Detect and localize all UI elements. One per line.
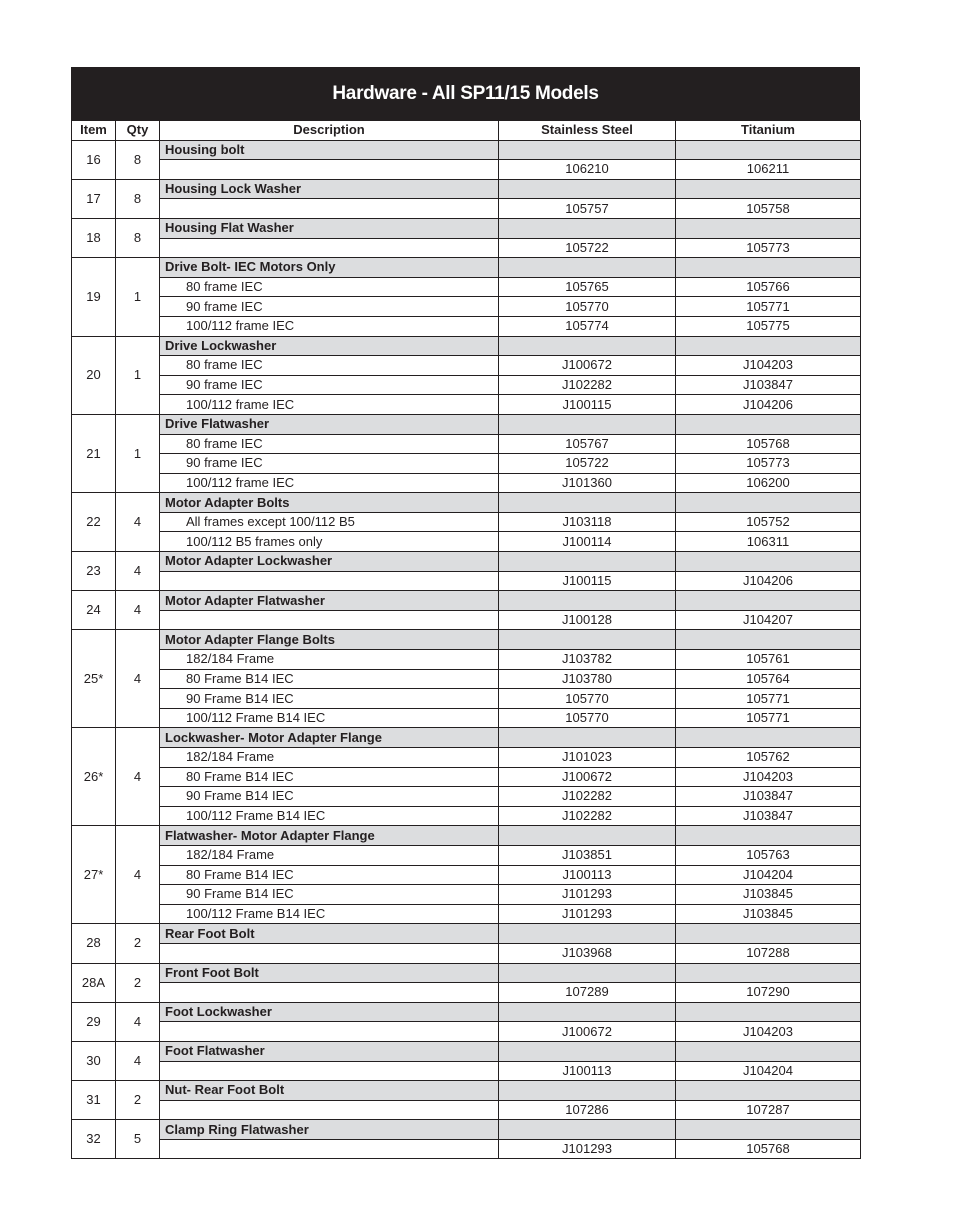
- header-stainless-steel: Stainless Steel: [499, 121, 676, 141]
- item-number: 29: [72, 1002, 116, 1041]
- part-description: 90 Frame B14 IEC: [160, 689, 499, 709]
- table-row: [72, 395, 861, 415]
- group-name: Front Foot Bolt: [160, 963, 499, 983]
- part-description: 100/112 frame IEC: [160, 316, 499, 336]
- table-row: [72, 512, 861, 532]
- item-qty: 8: [116, 218, 160, 257]
- item-number: 25*: [72, 630, 116, 728]
- item-number: 23: [72, 552, 116, 591]
- stainless-steel-part-number: 105770: [499, 689, 676, 709]
- item-qty: 4: [116, 630, 160, 728]
- item-number: 32: [72, 1120, 116, 1159]
- group-blank-cell: [499, 630, 676, 650]
- group-blank-cell: [499, 826, 676, 846]
- titanium-part-number: J104203: [676, 356, 861, 376]
- group-blank-cell: [676, 963, 861, 983]
- group-name: Motor Adapter Lockwasher: [160, 552, 499, 572]
- part-description: 100/112 Frame B14 IEC: [160, 806, 499, 826]
- stainless-steel-part-number: J103782: [499, 650, 676, 670]
- group-header-row: [72, 493, 861, 513]
- titanium-part-number: J104203: [676, 1022, 861, 1042]
- stainless-steel-part-number: J101293: [499, 904, 676, 924]
- group-blank-cell: [676, 179, 861, 199]
- part-description: [160, 199, 499, 219]
- stainless-steel-part-number: J102282: [499, 806, 676, 826]
- group-blank-cell: [676, 924, 861, 944]
- titanium-part-number: 105771: [676, 297, 861, 317]
- group-blank-cell: [499, 591, 676, 611]
- table-header-row: [72, 121, 861, 141]
- group-header-row: [72, 826, 861, 846]
- group-blank-cell: [676, 1120, 861, 1140]
- stainless-steel-part-number: J100115: [499, 571, 676, 591]
- titanium-part-number: J103847: [676, 375, 861, 395]
- group-blank-cell: [499, 140, 676, 160]
- table-row: [72, 375, 861, 395]
- table-row: [72, 473, 861, 493]
- part-description: 182/184 Frame: [160, 748, 499, 768]
- item-number: 28A: [72, 963, 116, 1002]
- group-name: Motor Adapter Flange Bolts: [160, 630, 499, 650]
- part-description: [160, 238, 499, 258]
- table-row: [72, 806, 861, 826]
- item-number: 31: [72, 1081, 116, 1120]
- part-description: [160, 1022, 499, 1042]
- group-header-row: [72, 552, 861, 572]
- item-qty: 5: [116, 1120, 160, 1159]
- table-row: [72, 787, 861, 807]
- group-header-row: [72, 963, 861, 983]
- titanium-part-number: 105763: [676, 845, 861, 865]
- header-description: Description: [160, 121, 499, 141]
- part-description: [160, 1100, 499, 1120]
- group-blank-cell: [676, 1081, 861, 1101]
- part-description: 80 Frame B14 IEC: [160, 669, 499, 689]
- group-header-row: [72, 140, 861, 160]
- stainless-steel-part-number: J100115: [499, 395, 676, 415]
- stainless-steel-part-number: J101023: [499, 748, 676, 768]
- titanium-part-number: J104203: [676, 767, 861, 787]
- part-description: 100/112 Frame B14 IEC: [160, 904, 499, 924]
- part-description: 100/112 frame IEC: [160, 395, 499, 415]
- group-name: Drive Lockwasher: [160, 336, 499, 356]
- group-blank-cell: [499, 1002, 676, 1022]
- titanium-part-number: J104207: [676, 610, 861, 630]
- group-blank-cell: [499, 493, 676, 513]
- group-blank-cell: [499, 1081, 676, 1101]
- group-blank-cell: [676, 728, 861, 748]
- table-row: [72, 610, 861, 630]
- item-number: 26*: [72, 728, 116, 826]
- stainless-steel-part-number: J100128: [499, 610, 676, 630]
- stainless-steel-part-number: J101293: [499, 885, 676, 905]
- part-description: 80 frame IEC: [160, 434, 499, 454]
- item-number: 19: [72, 258, 116, 336]
- table-row: [72, 1061, 861, 1081]
- part-description: [160, 1061, 499, 1081]
- titanium-part-number: 107288: [676, 943, 861, 963]
- stainless-steel-part-number: J100672: [499, 1022, 676, 1042]
- table-row: [72, 689, 861, 709]
- group-blank-cell: [499, 218, 676, 238]
- table-row: [72, 238, 861, 258]
- titanium-part-number: 105775: [676, 316, 861, 336]
- part-description: 90 frame IEC: [160, 454, 499, 474]
- titanium-part-number: 107290: [676, 983, 861, 1003]
- part-description: 80 frame IEC: [160, 277, 499, 297]
- titanium-part-number: 105771: [676, 708, 861, 728]
- item-number: 20: [72, 336, 116, 414]
- titanium-part-number: 105762: [676, 748, 861, 768]
- item-qty: 8: [116, 140, 160, 179]
- table-row: [72, 885, 861, 905]
- group-blank-cell: [499, 336, 676, 356]
- table-row: [72, 865, 861, 885]
- table-row: [72, 1022, 861, 1042]
- table-row: [72, 199, 861, 219]
- table-row: [72, 277, 861, 297]
- part-description: 90 Frame B14 IEC: [160, 885, 499, 905]
- group-header-row: [72, 1002, 861, 1022]
- group-name: Housing bolt: [160, 140, 499, 160]
- stainless-steel-part-number: J102282: [499, 375, 676, 395]
- stainless-steel-part-number: J103780: [499, 669, 676, 689]
- titanium-part-number: 105768: [676, 434, 861, 454]
- group-header-row: [72, 591, 861, 611]
- group-blank-cell: [676, 258, 861, 278]
- table-row: [72, 904, 861, 924]
- part-description: 100/112 frame IEC: [160, 473, 499, 493]
- item-qty: 2: [116, 1081, 160, 1120]
- group-blank-cell: [676, 1041, 861, 1061]
- stainless-steel-part-number: 107286: [499, 1100, 676, 1120]
- item-qty: 1: [116, 336, 160, 414]
- group-header-row: [72, 336, 861, 356]
- table-row: [72, 983, 861, 1003]
- titanium-part-number: 105773: [676, 238, 861, 258]
- group-header-row: [72, 258, 861, 278]
- titanium-part-number: 106211: [676, 160, 861, 180]
- header-qty: Qty: [116, 121, 160, 141]
- item-qty: 2: [116, 963, 160, 1002]
- table-row: [72, 708, 861, 728]
- table-row: [72, 1100, 861, 1120]
- part-description: [160, 610, 499, 630]
- titanium-part-number: J104204: [676, 1061, 861, 1081]
- stainless-steel-part-number: 105774: [499, 316, 676, 336]
- item-number: 16: [72, 140, 116, 179]
- group-name: Drive Bolt- IEC Motors Only: [160, 258, 499, 278]
- table-row: [72, 160, 861, 180]
- table-row: [72, 650, 861, 670]
- titanium-part-number: J103847: [676, 787, 861, 807]
- part-description: [160, 1139, 499, 1159]
- titanium-part-number: 105771: [676, 689, 861, 709]
- table-row: [72, 356, 861, 376]
- titanium-part-number: 105758: [676, 199, 861, 219]
- group-blank-cell: [676, 1002, 861, 1022]
- table-row: [72, 434, 861, 454]
- part-description: 90 frame IEC: [160, 375, 499, 395]
- header-item: Item: [72, 121, 116, 141]
- stainless-steel-part-number: J101360: [499, 473, 676, 493]
- group-header-row: [72, 414, 861, 434]
- part-description: 100/112 B5 frames only: [160, 532, 499, 552]
- header-titanium: Titanium: [676, 121, 861, 141]
- group-blank-cell: [676, 218, 861, 238]
- stainless-steel-part-number: J101293: [499, 1139, 676, 1159]
- stainless-steel-part-number: 105765: [499, 277, 676, 297]
- part-description: [160, 571, 499, 591]
- part-description: 100/112 Frame B14 IEC: [160, 708, 499, 728]
- part-description: 182/184 Frame: [160, 845, 499, 865]
- group-blank-cell: [676, 630, 861, 650]
- item-qty: 4: [116, 493, 160, 552]
- group-blank-cell: [499, 414, 676, 434]
- part-description: [160, 943, 499, 963]
- item-number: 28: [72, 924, 116, 963]
- item-number: 18: [72, 218, 116, 257]
- stainless-steel-part-number: 105770: [499, 297, 676, 317]
- titanium-part-number: 105764: [676, 669, 861, 689]
- stainless-steel-part-number: J100672: [499, 767, 676, 787]
- item-number: 22: [72, 493, 116, 552]
- stainless-steel-part-number: J103851: [499, 845, 676, 865]
- group-blank-cell: [676, 591, 861, 611]
- part-description: 182/184 Frame: [160, 650, 499, 670]
- group-blank-cell: [499, 728, 676, 748]
- stainless-steel-part-number: 105722: [499, 238, 676, 258]
- table-row: [72, 297, 861, 317]
- group-header-row: [72, 924, 861, 944]
- table-row: [72, 669, 861, 689]
- group-name: Housing Flat Washer: [160, 218, 499, 238]
- stainless-steel-part-number: J103968: [499, 943, 676, 963]
- titanium-part-number: J103845: [676, 885, 861, 905]
- group-blank-cell: [676, 336, 861, 356]
- group-header-row: [72, 630, 861, 650]
- table-row: [72, 532, 861, 552]
- group-blank-cell: [676, 493, 861, 513]
- hardware-table: [71, 120, 861, 1159]
- item-qty: 4: [116, 1002, 160, 1041]
- item-qty: 4: [116, 826, 160, 924]
- group-name: Nut- Rear Foot Bolt: [160, 1081, 499, 1101]
- group-name: Flatwasher- Motor Adapter Flange: [160, 826, 499, 846]
- table-row: [72, 454, 861, 474]
- item-qty: 2: [116, 924, 160, 963]
- group-blank-cell: [499, 552, 676, 572]
- item-number: 17: [72, 179, 116, 218]
- item-number: 21: [72, 414, 116, 492]
- stainless-steel-part-number: J100113: [499, 865, 676, 885]
- item-number: 24: [72, 591, 116, 630]
- part-description: [160, 983, 499, 1003]
- group-blank-cell: [499, 258, 676, 278]
- part-description: 90 Frame B14 IEC: [160, 787, 499, 807]
- titanium-part-number: J104204: [676, 865, 861, 885]
- group-name: Foot Lockwasher: [160, 1002, 499, 1022]
- table-row: [72, 845, 861, 865]
- item-number: 30: [72, 1041, 116, 1080]
- titanium-part-number: 105766: [676, 277, 861, 297]
- titanium-part-number: J104206: [676, 571, 861, 591]
- group-blank-cell: [499, 1120, 676, 1140]
- group-name: Drive Flatwasher: [160, 414, 499, 434]
- stainless-steel-part-number: 107289: [499, 983, 676, 1003]
- group-header-row: [72, 218, 861, 238]
- titanium-part-number: 107287: [676, 1100, 861, 1120]
- table-body: [72, 140, 861, 1159]
- stainless-steel-part-number: J100672: [499, 356, 676, 376]
- item-qty: 1: [116, 258, 160, 336]
- item-number: 27*: [72, 826, 116, 924]
- titanium-part-number: 105768: [676, 1139, 861, 1159]
- group-header-row: [72, 179, 861, 199]
- titanium-part-number: J103845: [676, 904, 861, 924]
- group-blank-cell: [499, 1041, 676, 1061]
- part-description: 90 frame IEC: [160, 297, 499, 317]
- group-name: Motor Adapter Flatwasher: [160, 591, 499, 611]
- titanium-part-number: 105761: [676, 650, 861, 670]
- stainless-steel-part-number: 105770: [499, 708, 676, 728]
- group-blank-cell: [676, 414, 861, 434]
- stainless-steel-part-number: J103118: [499, 512, 676, 532]
- hardware-sheet: [71, 67, 860, 1159]
- group-name: Lockwasher- Motor Adapter Flange: [160, 728, 499, 748]
- titanium-part-number: 106311: [676, 532, 861, 552]
- group-blank-cell: [676, 140, 861, 160]
- page-title: Hardware - All SP11/15 Models: [71, 67, 860, 120]
- titanium-part-number: J104206: [676, 395, 861, 415]
- item-qty: 4: [116, 552, 160, 591]
- part-description: 80 frame IEC: [160, 356, 499, 376]
- stainless-steel-part-number: J100114: [499, 532, 676, 552]
- group-blank-cell: [499, 179, 676, 199]
- titanium-part-number: 105752: [676, 512, 861, 532]
- titanium-part-number: J103847: [676, 806, 861, 826]
- group-header-row: [72, 1041, 861, 1061]
- stainless-steel-part-number: 105722: [499, 454, 676, 474]
- part-description: 80 Frame B14 IEC: [160, 767, 499, 787]
- table-row: [72, 316, 861, 336]
- group-header-row: [72, 728, 861, 748]
- table-row: [72, 1139, 861, 1159]
- table-row: [72, 767, 861, 787]
- group-header-row: [72, 1081, 861, 1101]
- group-name: Motor Adapter Bolts: [160, 493, 499, 513]
- item-qty: 4: [116, 1041, 160, 1080]
- group-blank-cell: [499, 924, 676, 944]
- titanium-part-number: 106200: [676, 473, 861, 493]
- item-qty: 8: [116, 179, 160, 218]
- item-qty: 4: [116, 591, 160, 630]
- group-name: Clamp Ring Flatwasher: [160, 1120, 499, 1140]
- group-header-row: [72, 1120, 861, 1140]
- group-name: Foot Flatwasher: [160, 1041, 499, 1061]
- table-row: [72, 748, 861, 768]
- part-description: All frames except 100/112 B5: [160, 512, 499, 532]
- stainless-steel-part-number: J100113: [499, 1061, 676, 1081]
- stainless-steel-part-number: J102282: [499, 787, 676, 807]
- table-row: [72, 571, 861, 591]
- stainless-steel-part-number: 105757: [499, 199, 676, 219]
- item-qty: 4: [116, 728, 160, 826]
- item-qty: 1: [116, 414, 160, 492]
- group-blank-cell: [676, 552, 861, 572]
- group-name: Housing Lock Washer: [160, 179, 499, 199]
- part-description: 80 Frame B14 IEC: [160, 865, 499, 885]
- titanium-part-number: 105773: [676, 454, 861, 474]
- group-blank-cell: [499, 963, 676, 983]
- stainless-steel-part-number: 106210: [499, 160, 676, 180]
- part-description: [160, 160, 499, 180]
- stainless-steel-part-number: 105767: [499, 434, 676, 454]
- group-blank-cell: [676, 826, 861, 846]
- group-name: Rear Foot Bolt: [160, 924, 499, 944]
- table-row: [72, 943, 861, 963]
